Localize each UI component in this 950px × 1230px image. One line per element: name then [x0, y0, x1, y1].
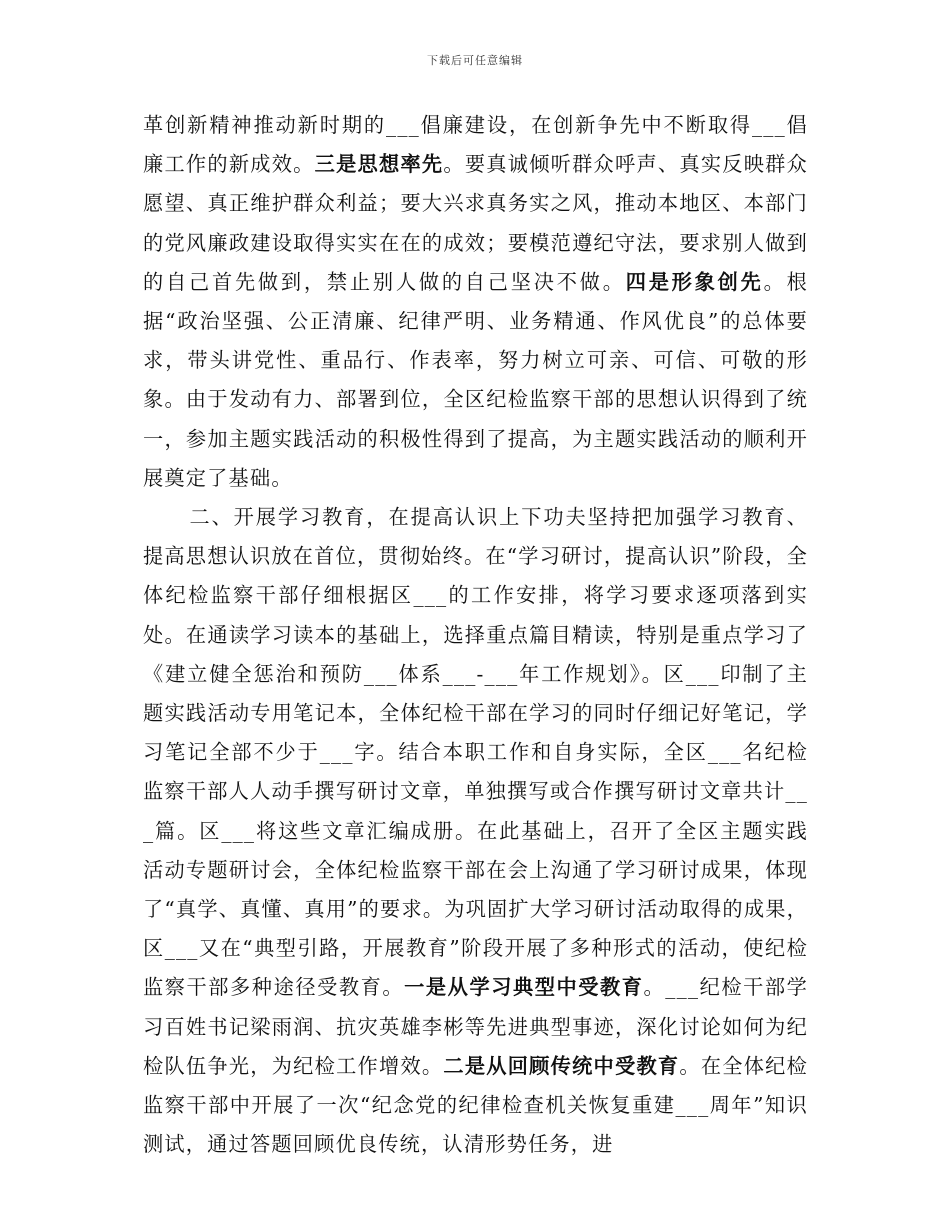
- paragraph-1-bold-heading: 三是思想率先: [314, 152, 444, 177]
- document-body: [143, 106, 808, 1164]
- paragraph-2-bold-heading: 二是从回顾传统中受教育: [443, 1053, 680, 1078]
- paragraph-1: [143, 106, 808, 498]
- paragraph-1-segment: 革创新精神推动新时期的___倡廉建设，在创新争先中不断取得___倡廉工作的新成效。: [143, 113, 808, 177]
- paragraph-2-segment: 。在全体纪检监察干部中开展了一次“纪念党的纪律检查机关恢复重建___周年”知识测试，通过答题回顾优良传统，认清形势任务，进: [143, 1053, 809, 1157]
- paragraph-2-segment: 。___纪检干部学习百姓书记梁雨润、抗灾英雄李彬等先进典型事迹，深化讨论如何为纪检队伍争光，为纪检工作增效。: [143, 975, 809, 1078]
- paragraph-1-bold-heading: 四是形象创先: [625, 269, 764, 294]
- paragraph-2-segment: 二、开展学习教育，在提高认识上下功夫坚持把加强学习教育、提高思想认识放在首位，贯彻始终。在“学习研讨，提高认识”阶段，全体纪检监察干部仔细根据区___的工作安排，将学习要求逐项落到实处。在通读学习读本的基础上，选择重点篇目精读，特别是重点学习了《建立健全惩治和预防___体系___-___年工作规划》。区___印制了主题实践活动专用笔记本，全体纪检干部在学习的同时仔细记好笔记，学习笔记全部不少于___字。结合本职工作和自身实际，全区___名纪检监察干部人人动手撰写研讨文章，单独撰写或合作撰写研讨文章共计___篇。区___将这些文章汇编成册。在此基础上，召开了全区主题实践活动专题研讨会，全体纪检监察干部在会上沟通了学习研讨成果，体现了“真学、真懂、真用”的要求。为巩固扩大学习研讨活动取得的成果，区___又在“典型引路，开展教育”阶段开展了多种形式的活动，使纪检监察干部多种途径受教育。: [143, 505, 808, 1000]
- paragraph-1-segment: 。根据“政治坚强、公正清廉、纪律严明、业务精通、作风优良”的总体要求，带头讲党性、重品行、作表率，努力树立可亲、可信、可敬的形象。由于发动有力、部署到位，全区纪检监察干部的思想认识得到了统一，参加主题实践活动的积极性得到了提高，为主题实践活动的顺利开展奠定了基础。: [143, 269, 808, 490]
- paragraph-2-bold-heading: 一是从学习典型中受教育: [404, 975, 644, 1000]
- page-header: 下载后可任意编辑: [427, 54, 523, 67]
- paragraph-2: [143, 498, 808, 1164]
- paragraph-1-segment: 。要真诚倾听群众呼声、真实反映群众愿望、真正维护群众利益；要大兴求真务实之风，推动本地区、本部门的党风廉政建设取得实实在在的成效；要模范遵纪守法，要求别人做到的自己首先做到，禁止别人做的自己坚决不做。: [143, 152, 809, 294]
